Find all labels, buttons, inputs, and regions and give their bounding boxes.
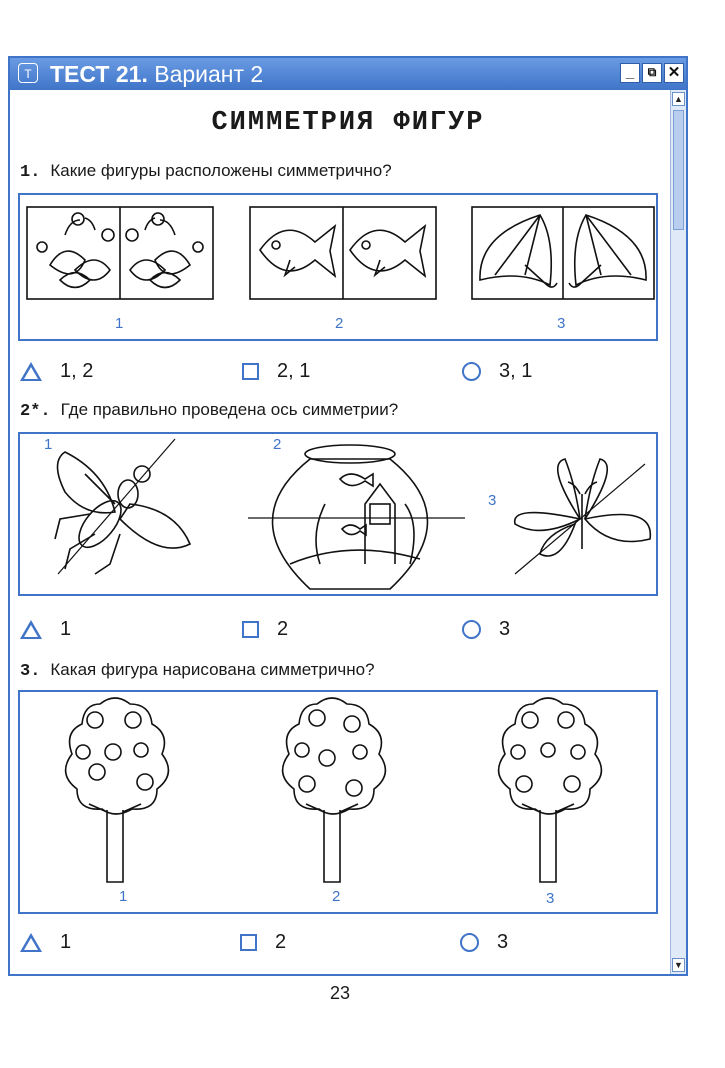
answer-1-circle[interactable]	[462, 360, 532, 383]
figure-label-1: 1	[44, 436, 53, 453]
aquarium-icon	[248, 445, 465, 589]
test-window	[8, 56, 688, 976]
umbrella-right-icon	[569, 215, 646, 287]
answer-3-circle[interactable]	[460, 931, 508, 954]
question-2-drawings	[20, 434, 656, 594]
figure-label-3: 3	[546, 890, 555, 907]
window-title	[50, 61, 263, 88]
triangle-icon	[20, 620, 42, 639]
scroll-down-icon[interactable]: ▼	[672, 958, 685, 972]
question-2-figures	[18, 432, 658, 596]
fish-left-icon	[260, 226, 335, 276]
answer-text: 2	[277, 618, 289, 640]
triangle-icon	[20, 362, 42, 381]
square-icon	[240, 934, 257, 951]
page-number: 23	[329, 983, 351, 1003]
test-title: ТЕСТ 21.	[50, 61, 148, 87]
question-2-number: 2*.	[20, 402, 51, 421]
variant-title: Вариант 2	[147, 61, 264, 87]
question-3-text: Какая фигура нарисована симметрично?	[50, 660, 375, 679]
question-3-drawings	[20, 692, 656, 912]
question-3	[20, 660, 375, 681]
tree-3-icon	[499, 698, 602, 882]
square-icon	[242, 363, 259, 380]
figure-label-3: 3	[488, 492, 497, 509]
figure-label-3: 3	[557, 315, 566, 332]
fly-icon	[55, 439, 190, 574]
figure-label-2: 2	[273, 436, 282, 453]
question-3-figures	[18, 690, 658, 914]
scroll-up-icon[interactable]: ▲	[672, 92, 685, 106]
question-1-text: Какие фигуры расположены симметрично?	[50, 161, 392, 180]
strawberry-right-icon	[126, 213, 203, 288]
figure-label-1: 1	[115, 315, 124, 332]
answer-3-square[interactable]	[240, 931, 286, 954]
question-2-text: Где правильно проведена ось симметрии?	[60, 400, 399, 419]
fish-right-icon	[350, 226, 425, 276]
square-icon	[242, 621, 259, 638]
answer-2-square[interactable]	[242, 618, 288, 641]
answer-text: 2, 1	[277, 360, 311, 382]
answer-text: 1	[60, 931, 72, 953]
answer-2-circle[interactable]	[462, 618, 510, 641]
vertical-scrollbar[interactable]	[670, 90, 686, 974]
answer-text: 1	[60, 618, 72, 640]
circle-icon	[462, 620, 481, 639]
answer-text: 3, 1	[499, 360, 533, 382]
page-heading: СИММЕТРИЯ ФИГУР	[211, 108, 485, 138]
answer-1-triangle[interactable]	[20, 360, 93, 383]
answer-text: 2	[275, 931, 287, 953]
tree-2-icon	[283, 698, 386, 882]
minimize-icon[interactable]: _	[620, 63, 640, 83]
answer-2-triangle[interactable]	[20, 618, 71, 641]
answer-text: 3	[499, 618, 511, 640]
test-number-icon: Т	[18, 63, 38, 83]
answer-text: 3	[497, 931, 509, 953]
answer-3-triangle[interactable]	[20, 931, 71, 954]
figure-label-2: 2	[332, 888, 341, 905]
circle-icon	[460, 933, 479, 952]
question-1	[20, 161, 392, 182]
circle-icon	[462, 362, 481, 381]
question-1-figures	[18, 193, 658, 341]
figure-label-2: 2	[335, 315, 344, 332]
question-3-number: 3.	[20, 662, 41, 681]
answer-1-square[interactable]	[242, 360, 310, 383]
answer-text: 1, 2	[60, 360, 94, 382]
tree-1-icon	[66, 698, 169, 882]
question-2	[20, 400, 398, 421]
strawberry-left-icon	[37, 213, 114, 288]
title-bar	[10, 58, 686, 90]
figure-label-1: 1	[119, 888, 128, 905]
umbrella-left-icon	[480, 215, 557, 287]
triangle-icon	[20, 933, 42, 952]
close-icon[interactable]: ✕	[664, 63, 684, 83]
restore-icon[interactable]: ⧉	[642, 63, 662, 83]
butterfly-icon	[515, 459, 651, 574]
question-1-number: 1.	[20, 163, 41, 182]
